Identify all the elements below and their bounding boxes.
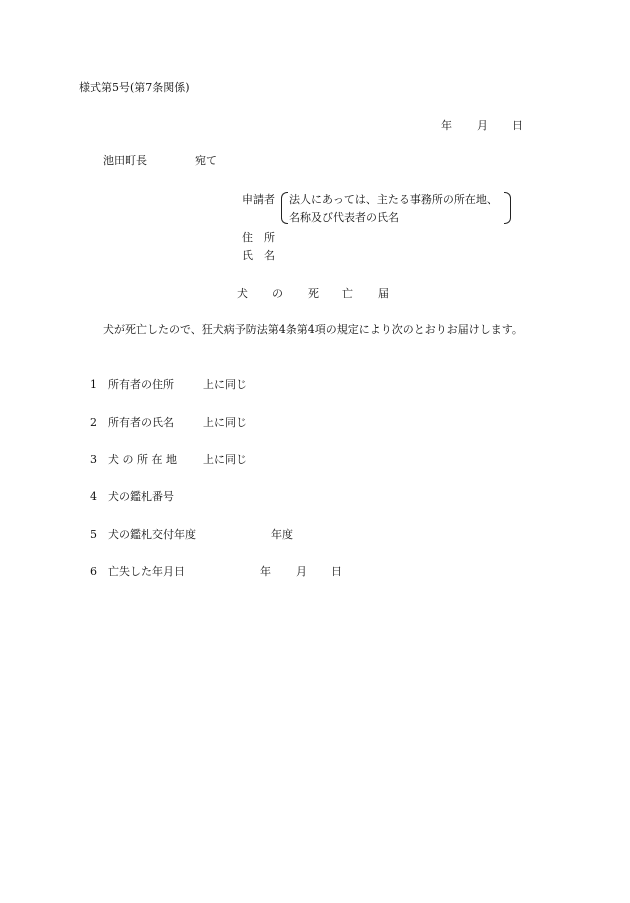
title-char-1: 犬 [237, 287, 248, 300]
date-month-label: 月 [477, 119, 488, 132]
title-char-3: 死 [308, 287, 319, 300]
item-value: 上に同じ [203, 378, 247, 391]
item-number: 6 [90, 565, 97, 578]
form-id: 様式第5号(第7条関係) [79, 81, 190, 94]
body-text: 犬が死亡したので、狂犬病予防法第4条第4項の規定により次のとおりお届けします。 [103, 323, 523, 336]
addressee-name: 池田町長 [103, 154, 147, 167]
item-day-label: 日 [331, 565, 342, 578]
title-char-4: 亡 [342, 287, 353, 300]
item-value: 上に同じ [203, 453, 247, 466]
item-label: 所有者の住所 [108, 378, 174, 391]
applicant-note-line1: 法人にあっては、主たる事務所の所在地、 [289, 193, 498, 206]
item-number: 1 [90, 378, 97, 391]
addressee-suffix: 宛て [195, 154, 217, 167]
item-year-label: 年 [260, 565, 271, 578]
item-label: 犬の鑑札番号 [108, 490, 174, 503]
date-day-label: 日 [512, 119, 523, 132]
item-label: 所有者の氏名 [108, 416, 174, 429]
item-value: 年度 [271, 528, 293, 541]
applicant-label: 申請者 [242, 193, 275, 206]
applicant-name-label: 氏 名 [242, 249, 275, 262]
right-bracket [504, 192, 511, 224]
item-number: 4 [90, 490, 97, 503]
item-number: 2 [90, 416, 97, 429]
applicant-address-label: 住 所 [242, 231, 275, 244]
title-char-2: の [272, 287, 283, 300]
left-bracket [281, 192, 288, 224]
item-value: 上に同じ [203, 416, 247, 429]
date-year-label: 年 [441, 119, 452, 132]
title-char-5: 届 [378, 287, 389, 300]
item-label: 犬 の 所 在 地 [108, 453, 177, 466]
item-label: 亡失した年月日 [108, 565, 185, 578]
item-label: 犬の鑑札交付年度 [108, 528, 196, 541]
item-number: 3 [90, 453, 97, 466]
applicant-note-line2: 名称及び代表者の氏名 [289, 211, 399, 224]
item-month-label: 月 [296, 565, 307, 578]
item-number: 5 [90, 528, 97, 541]
